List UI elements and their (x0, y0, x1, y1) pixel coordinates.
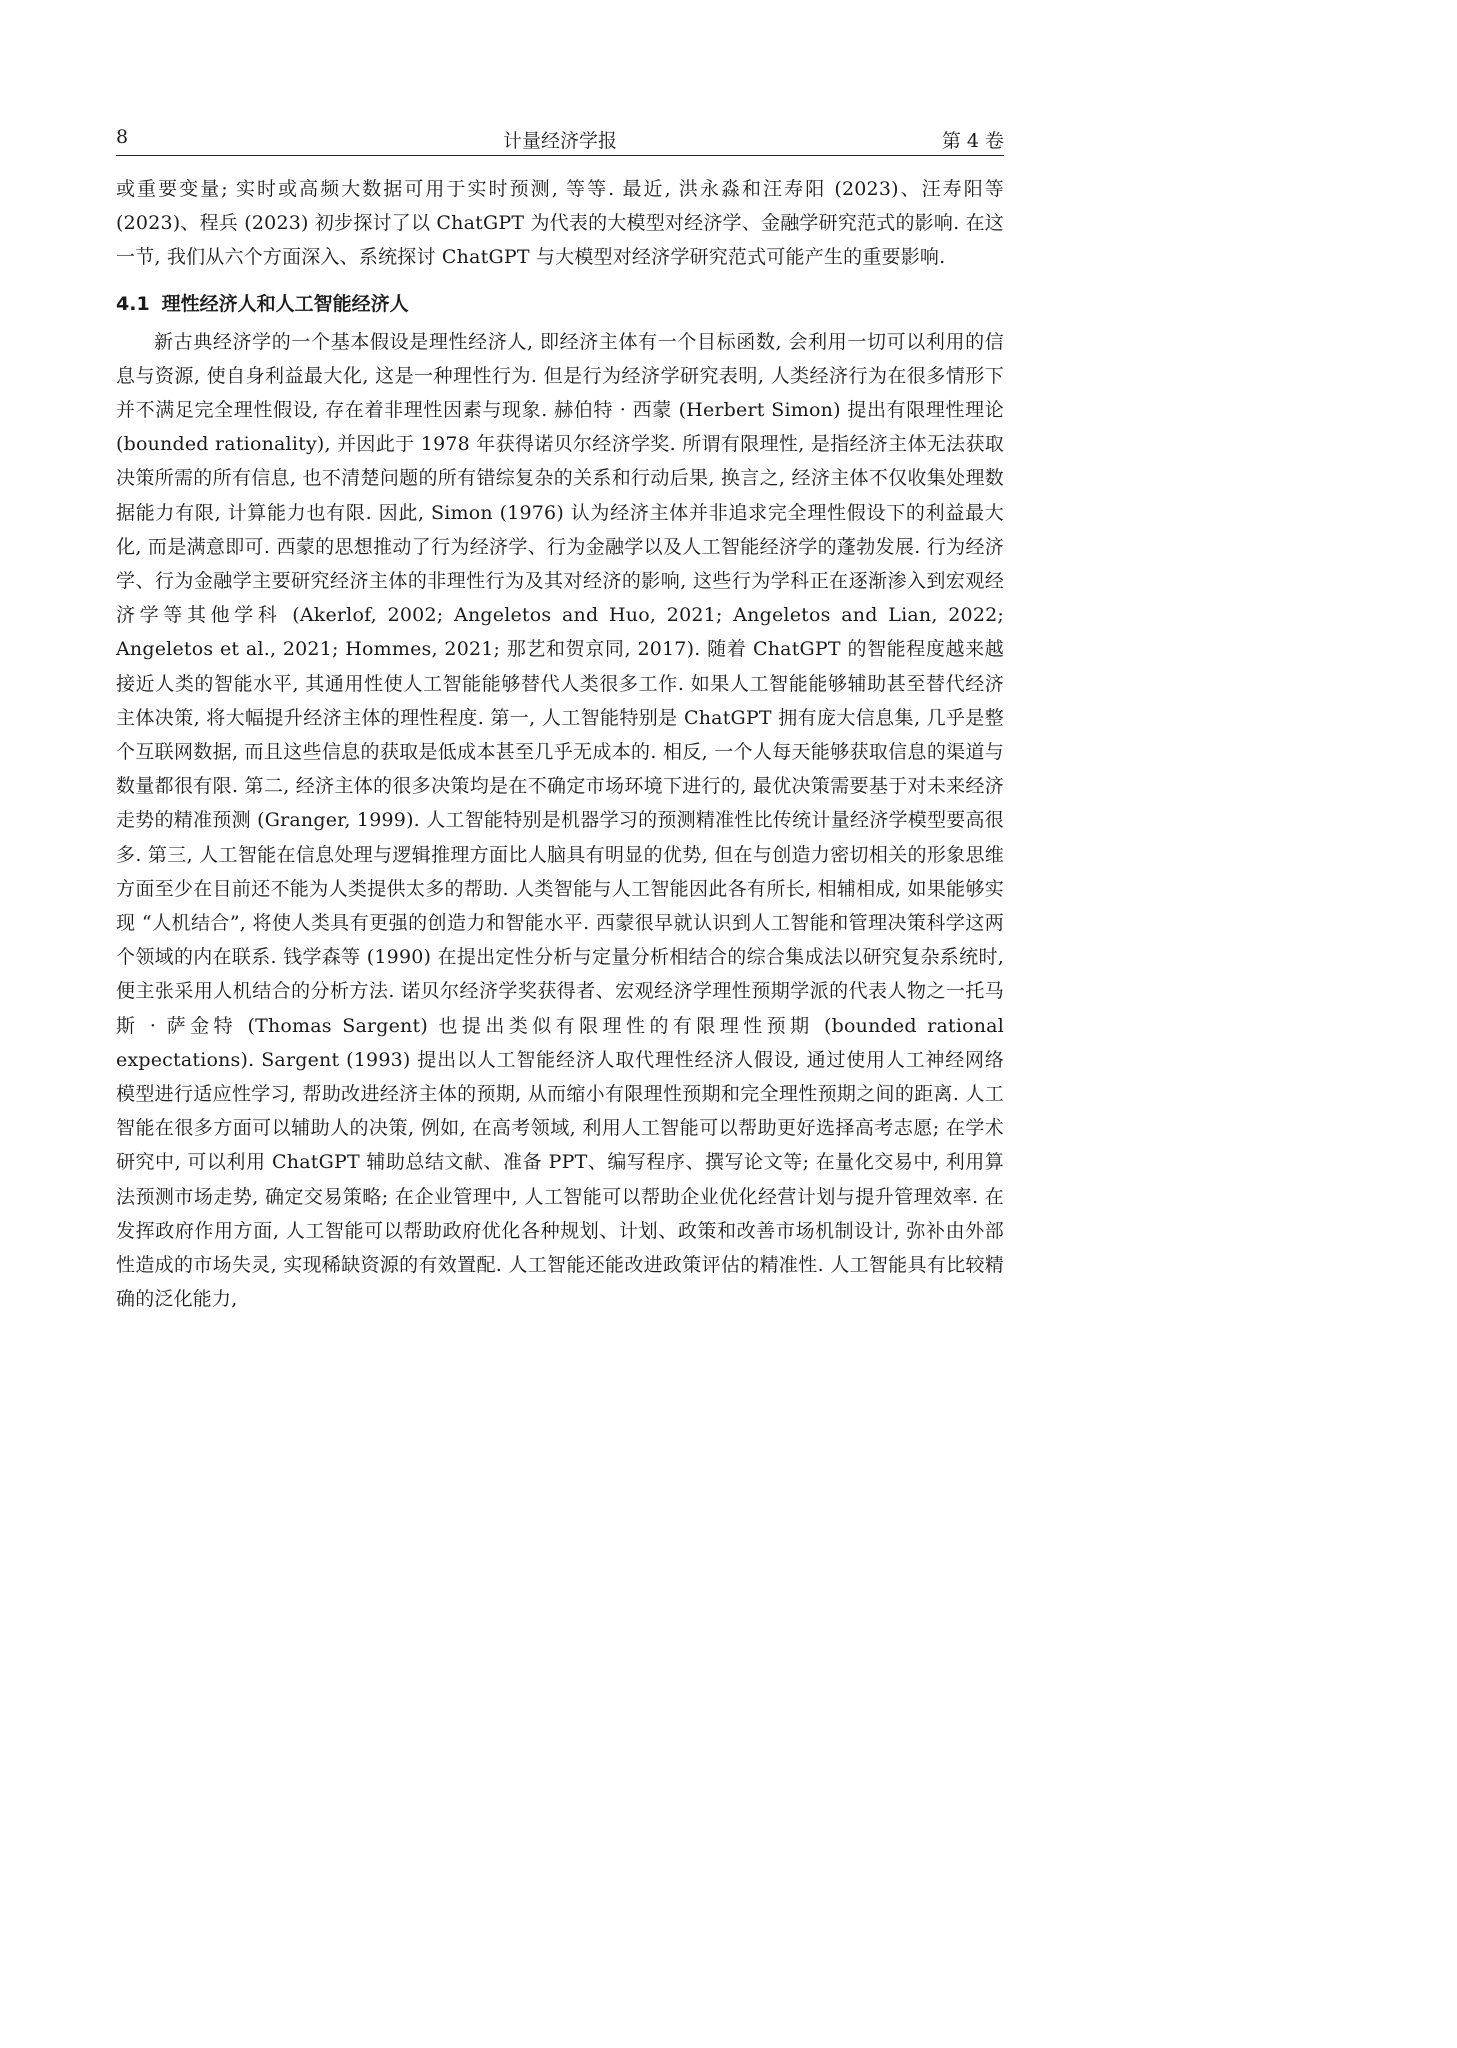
body-text (116, 172, 1004, 1317)
header-rule (116, 155, 1004, 156)
paragraph-main: 新古典经济学的一个基本假设是理性经济人, 即经济主体有一个目标函数, 会利用一切可以利用的信息与资源, 使自身利益最大化, 这是一种理性行为. 但是行为经济学研究表明, 人类经济行为在很多情形下并不满足完全理性假设, 存在着非理性因素与现象. 赫伯特 · 西蒙 (Herbert Simon) 提出有限理性理论 (bounded rationality), 并因此于 1978 年获得诺贝尔经济学奖. 所谓有限理性, 是指经济主体无法获取决策所需的所有信息, 也不清楚问题的所有错综复杂的关系和行动后果, 换言之, 经济主体不仅收集处理数据能力有限, 计算能力也有限. 因此, Simon (1976) 认为经济主体并非追求完全理性假设下的利益最大化, 而是满意即可. 西蒙的思想推动了行为经济学、行为金融学以及人工智能经济学的蓬勃发展. 行为经济学、行为金融学主要研究经济主体的非理性行为及其对经济的影响, 这些行为学科正在逐渐渗入到宏观经济学等其他学科 (Akerlof, 2002; Angeletos and Huo, 2021; Angeletos and Lian, 2022; Angeletos et al., 2021; Hommes, 2021; 那艺和贺京同, 2017). 随着 ChatGPT 的智能程度越来越接近人类的智能水平, 其通用性使人工智能能够替代人类很多工作. 如果人工智能能够辅助甚至替代经济主体决策, 将大幅提升经济主体的理性程度. 第一, 人工智能特别是 ChatGPT 拥有庞大信息集, 几乎是整个互联网数据, 而且这些信息的获取是低成本甚至几乎无成本的. 相反, 一个人每天能够获取信息的渠道与数量都很有限. 第二, 经济主体的很多决策均是在不确定市场环境下进行的, 最优决策需要基于对未来经济走势的精准预测 (Granger, 1999). 人工智能特别是机器学习的预测精准性比传统计量经济学模型要高很多. 第三, 人工智能在信息处理与逻辑推理方面比人脑具有明显的优势, 但在与创造力密切相关的形象思维方面至少在目前还不能为人类提供太多的帮助. 人类智能与人工智能因此各有所长, 相辅相成, 如果能够实现 “人机结合”, 将使人类具有更强的创造力和智能水平. 西蒙很早就认识到人工智能和管理决策科学这两个领域的内在联系. 钱学森等 (1990) 在提出定性分析与定量分析相结合的综合集成法以研究复杂系统时, 便主张采用人机结合的分析方法. 诺贝尔经济学奖获得者、宏观经济学理性预期学派的代表人物之一托马斯 · 萨金特 (Thomas Sargent) 也提出类似有限理性的有限理性预期 (bounded rational expectations). Sargent (1993) 提出以人工智能经济人取代理性经济人假设, 通过使用人工神经网络模型进行适应性学习, 帮助改进经济主体的预期, 从而缩小有限理性预期和完全理性预期之间的距离. 人工智能在很多方面可以辅助人的决策, 例如, 在高考领域, 利用人工智能可以帮助更好选择高考志愿; 在学术研究中, 可以利用 ChatGPT 辅助总结文献、准备 PPT、编写程序、撰写论文等; 在量化交易中, 利用算法预测市场走势, 确定交易策略; 在企业管理中, 人工智能可以帮助企业优化经营计划与提升管理效率. 在发挥政府作用方面, 人工智能可以帮助政府优化各种规划、计划、政策和改善市场机制设计, 弥补由外部性造成的市场失灵, 实现稀缺资源的有效置配. 人工智能还能改进政策评估的精准性. 人工智能具有比较精确的泛化能力, (116, 330, 1004, 1311)
journal-title: 计量经济学报 (502, 130, 617, 152)
paragraph-continued: 或重要变量; 实时或高频大数据可用于实时预测, 等等. 最近, 洪永淼和汪寿阳 (2023)、汪寿阳等 (2023)、程兵 (2023) 初步探讨了以 ChatGPT 为代表的大模型对经济学、金融学研究范式的影响. 在这一节, 我们从六个方面深入、系统探讨 ChatGPT 与大模型对经济学研究范式可能产生的重要影响. (116, 178, 1004, 269)
volume-label: 第 4 卷 (941, 130, 1004, 152)
running-header (116, 126, 1004, 156)
section-number: 4.1 (116, 292, 150, 315)
section-title: 理性经济人和人工智能经济人 (161, 292, 409, 315)
page-number: 8 (116, 126, 129, 148)
section-heading (116, 287, 1004, 321)
